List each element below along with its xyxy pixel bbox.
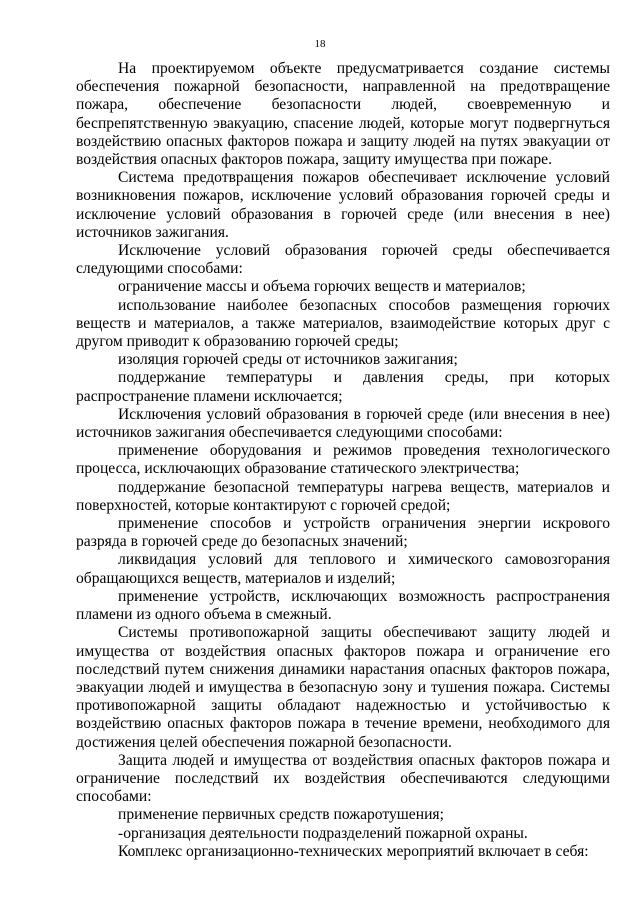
paragraph: ограничение массы и объема горючих веществ и материалов; xyxy=(118,278,526,296)
paragraph: применение способов и устройств ограничения энергии искрового разряда в горючей среде до безопасных значений; xyxy=(76,515,610,551)
paragraph: изоляция горючей среды от источников зажигания; xyxy=(118,351,458,369)
paragraph: поддержание безопасной температуры нагрева веществ, материалов и поверхностей, которые контактируют с горючей средой; xyxy=(76,478,610,514)
page-number: 18 xyxy=(314,38,326,50)
paragraph: применение оборудования и режимов проведения технологического процесса, исключающих образование статического электричества; xyxy=(76,442,610,478)
paragraph: Комплекс организационно-технических мероприятий включает в себя: xyxy=(118,842,589,860)
paragraph: поддержание температуры и давления среды, при которых распространение пламени исключается; xyxy=(76,369,610,405)
paragraph: На проектируемом объекте предусматривается создание системы обеспечения пожарной безопасности, направленной на предотвращение пожара, обеспечение безопасности людей, своевременную и беспрепятственную эвакуацию, спасение людей, которые могут подвергнуться воздействию опасных факторов пожара и защиту людей на путях эвакуации от воздействия опасных факторов пожара, защиту имущества при пожаре. xyxy=(76,60,610,169)
paragraph: Защита людей и имущества от воздействия опасных факторов пожара и ограничение последствий их воздействия обеспечиваются следующими способами: xyxy=(76,751,610,806)
document-body xyxy=(76,60,610,861)
paragraph: Исключение условий образования горючей среды обеспечивается следующими способами: xyxy=(76,242,610,278)
paragraph: использование наиболее безопасных способов размещения горючих веществ и материалов, а также материалов, взаимодействие которых друг с другом приводит к образованию горючей среды; xyxy=(76,296,610,351)
paragraph: Система предотвращения пожаров обеспечивает исключение условий возникновения пожаров, исключение условий образования горючей среды и исключение условий образования в горючей среде (или внесения в нее) источников зажигания. xyxy=(76,169,610,241)
paragraph: применение первичных средств пожаротушения; xyxy=(118,806,444,824)
paragraph: Исключения условий образования в горючей среде (или внесения в нее) источников зажигания обеспечивается следующими способами: xyxy=(76,405,610,442)
paragraph: применение устройств, исключающих возможность распространения пламени из одного объема в смежный. xyxy=(76,587,610,624)
paragraph: Системы противопожарной защиты обеспечивают защиту людей и имущества от воздействия опасных факторов пожара и ограничение его последствий путем снижения динамики нарастания опасных факторов пожара, эвакуации людей и имущества в безопасную зону и тушения пожара. Системы противопожарной защиты обладают надежностью и устойчивостью к воздействию опасных факторов пожара в течение времени, необходимого для достижения целей обеспечения пожарной безопасности. xyxy=(76,624,610,751)
paragraph: -организация деятельности подразделений пожарной охраны. xyxy=(118,824,528,842)
paragraph: ликвидация условий для теплового и химического самовозгорания обращающихся веществ, материалов и изделий; xyxy=(76,551,610,587)
